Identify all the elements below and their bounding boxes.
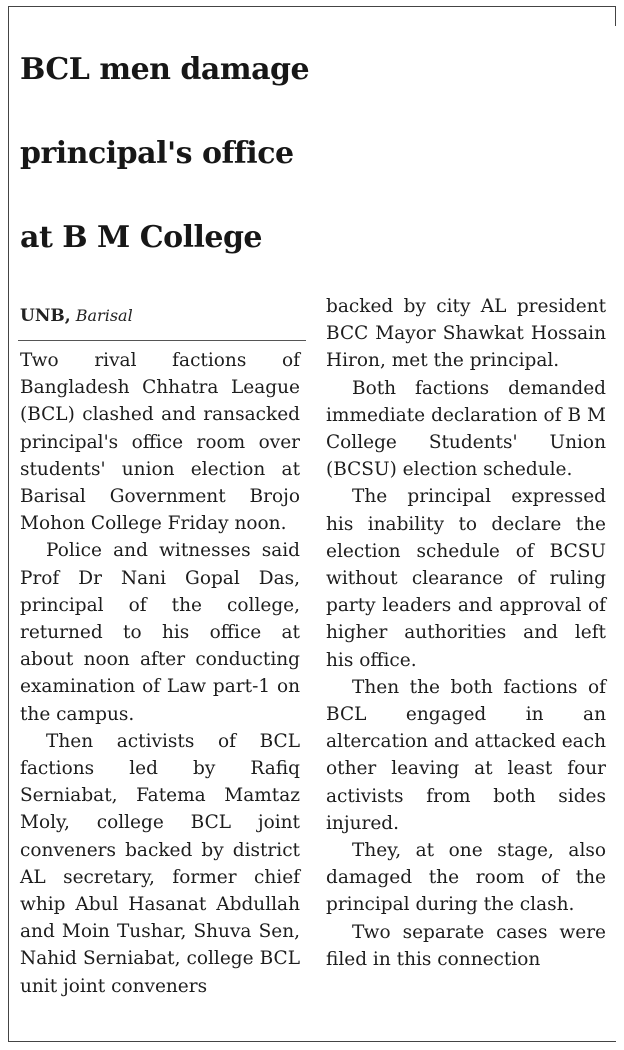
- byline-location: Barisal: [75, 306, 133, 325]
- byline-divider: [18, 340, 306, 341]
- article-paragraph: Both factions demanded immediate declaration of B M College Students' Union (BCSU) election schedule.: [326, 377, 606, 481]
- byline-source: UNB,: [20, 306, 71, 326]
- article-column-2: [326, 293, 606, 973]
- article-paragraph: The principal expressed his inability to declare the election schedule of BCSU without clearance of ruling party leaders and approval of higher authorities and left his office.: [326, 486, 606, 671]
- right-rule: [615, 6, 616, 26]
- headline: [20, 28, 620, 280]
- article-paragraph: Two rival factions of Bangladesh Chhatra League (BCL) clashed and ransacked principal's office room over students' union election at Barisal Government Brojo Mohon College Friday noon.: [20, 350, 300, 535]
- article-paragraph: They, at one stage, also damaged the room of the principal during the clash.: [326, 840, 606, 916]
- byline: [20, 306, 133, 326]
- article-paragraph: Then the both factions of BCL engaged in an altercation and attacked each other leaving at least four activists from both sides injured.: [326, 676, 606, 834]
- headline-line: principal's office: [20, 136, 294, 171]
- top-rule: [8, 6, 616, 7]
- article-paragraph: backed by city AL president BCC Mayor Shawkat Hossain Hiron, met the principal.: [326, 296, 606, 372]
- article-column-1: [20, 347, 300, 1000]
- bottom-rule: [8, 1041, 616, 1042]
- article-paragraph: Police and witnesses said Prof Dr Nani Gopal Das, principal of the college, returned to his office at about noon after conducting examination of Law part-1 on the campus.: [20, 540, 300, 725]
- article-paragraph: Two separate cases were filed in this connection: [326, 921, 606, 970]
- headline-line: BCL men damage: [20, 52, 310, 87]
- article-paragraph: Then activists of BCL factions led by Rafiq Serniabat, Fatema Mamtaz Moly, college BCL joint conveners backed by district AL secretary, former chief whip Abul Hasanat Abdullah and Moin Tushar, Shuva Sen, Nahid Serniabat, college BCL unit joint conveners: [20, 730, 300, 997]
- left-rule: [8, 6, 9, 1042]
- headline-line: at B M College: [20, 220, 263, 255]
